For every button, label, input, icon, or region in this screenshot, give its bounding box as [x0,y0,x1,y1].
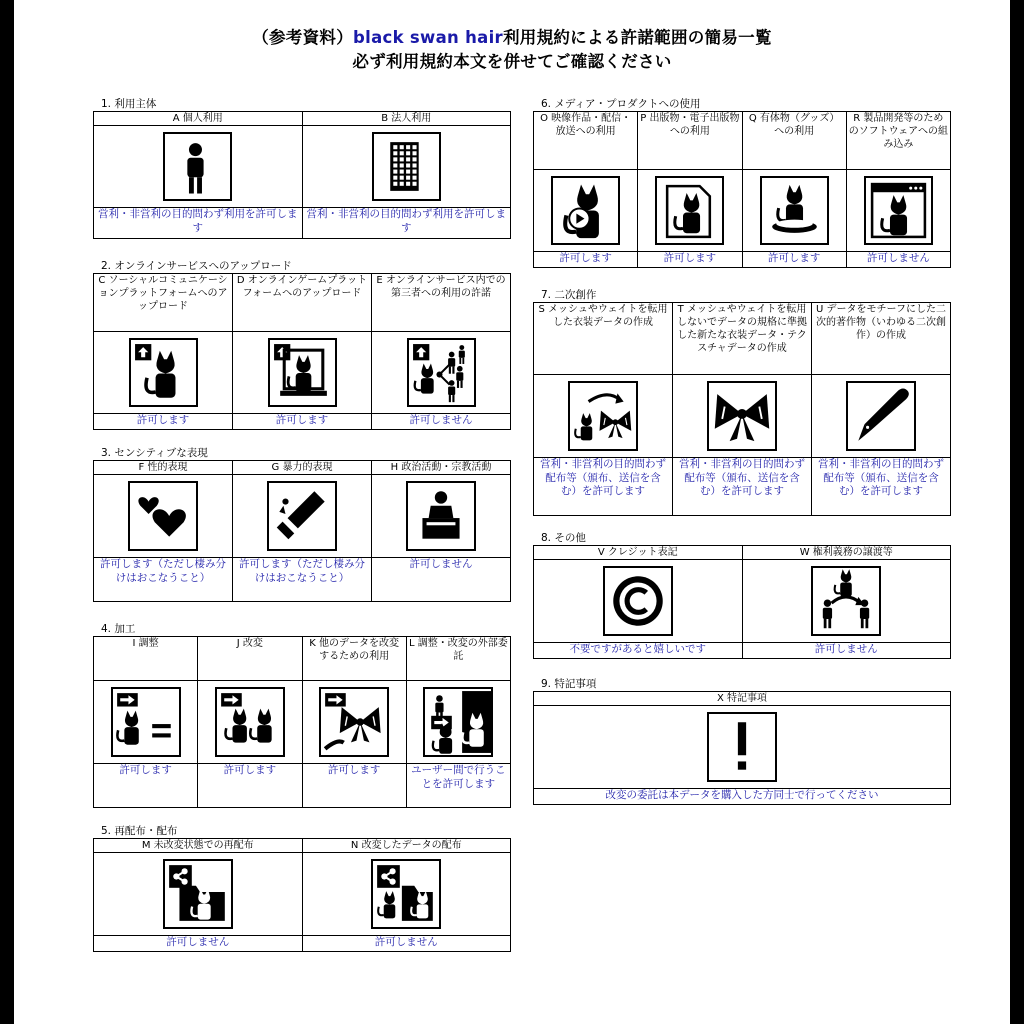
item-heading: J 改変 [198,637,302,681]
person-icon [163,132,232,201]
permission-table [533,545,951,659]
pen-icon [846,381,916,451]
permission-result: 許可します [233,414,372,430]
icon-cell [673,375,812,458]
section-title: 5. 再配布・配布 [101,825,178,837]
permission-result: 許可しません [846,252,950,268]
permission-result: 営利・非営利の目的問わず利用を許可します [94,208,303,239]
permission-table [533,691,951,805]
share-users-icon [407,338,476,407]
permission-result: 営利・非営利の目的問わず利用を許可します [302,208,511,239]
icon-row [534,560,951,643]
item-heading: S メッシュやウェイトを転用した衣装データの作成 [534,303,673,375]
icon-cell [742,560,951,643]
permission-result: 営利・非営利の目的問わず配布等（頒布、送信を含む）を許可します [534,458,673,516]
header-row [94,461,511,475]
permission-result: 許可します [534,252,638,268]
header-row [534,303,951,375]
icon-row [94,681,511,764]
hearts-icon [128,481,198,551]
icon-row [94,126,511,208]
exclamation-icon [707,712,777,782]
icon-cell [94,475,233,558]
permission-table [93,273,511,430]
icon-cell [534,706,951,789]
header-row [534,546,951,560]
item-heading: N 改変したデータの配布 [302,839,511,853]
permission-result: 許可しません [372,558,511,602]
item-heading: O 映像作品・配信・放送への利用 [534,112,638,170]
icon-cell [302,853,511,936]
section-title: 4. 加工 [101,623,136,635]
icon-cell [534,375,673,458]
header-row [94,637,511,681]
upload-game-icon [268,338,337,407]
icon-cell [233,475,372,558]
icon-cell [233,332,372,414]
item-heading: M 未改変状態での再配布 [94,839,303,853]
icon-cell [94,126,303,208]
icon-cell [812,375,951,458]
icon-cell [372,475,511,558]
section-title: 8. その他 [541,532,586,544]
result-row [94,208,511,239]
item-heading: Q 有体物（グッズ）への利用 [742,112,846,170]
section-title: 6. メディア・プロダクトへの使用 [541,98,701,110]
permission-result: 許可します [94,414,233,430]
header-row [534,112,951,170]
item-heading: I 調整 [94,637,198,681]
permission-table [93,111,511,239]
section-1 [93,97,511,239]
item-heading: T メッシュやウェイトを転用しないでデータの規格に準拠した新たな衣装データ・テクスチャデータの作成 [673,303,812,375]
podium-icon [406,481,476,551]
section-3 [93,446,511,602]
result-row [94,936,511,952]
item-heading: V クレジット表記 [534,546,743,560]
item-heading: E オンラインサービス内での第三者への利用の許諾 [372,274,511,332]
icon-cell [372,332,511,414]
icon-row [534,706,951,789]
permission-table [533,111,951,268]
section-title: 3. センシティブな表現 [101,447,208,459]
permission-result: 許可します（ただし棲み分けはおこなうこと） [94,558,233,602]
video-icon [551,176,620,245]
result-row [94,414,511,430]
figure-icon [760,176,829,245]
permission-result: 許可しません [372,414,511,430]
permission-result: 営利・非営利の目的問わず配布等（頒布、送信を含む）を許可します [812,458,951,516]
adjust-icon [111,687,181,757]
section-5 [93,824,511,952]
icon-cell [302,681,406,764]
header-row [534,692,951,706]
icon-cell [302,126,511,208]
permission-result: 許可しません [742,643,951,659]
permission-result: 許可します [198,764,302,808]
header-row [94,112,511,126]
modify-icon [215,687,285,757]
section-8 [533,531,951,659]
section-title: 7. 二次創作 [541,289,597,301]
permission-table [533,302,951,516]
header-row [94,274,511,332]
building-icon [372,132,441,201]
icon-cell [94,681,198,764]
page-title: （参考資料）black swan hair利用規約による許諾範囲の簡易一覧 [252,28,772,47]
item-heading: W 権利義務の譲渡等 [742,546,951,560]
permission-result: 許可しません [94,936,303,952]
permission-result: 許可します（ただし棲み分けはおこなうこと） [233,558,372,602]
icon-row [534,170,951,252]
item-heading: U データをモチーフにした二次的著作物（いわゆる二次創作）の作成 [812,303,951,375]
permission-result: 改変の委託は本データを購入した方同士で行ってください [534,789,951,805]
permission-table [93,460,511,602]
icon-cell [742,170,846,252]
result-row [534,643,951,659]
header-row [94,839,511,853]
icon-row [94,332,511,414]
icon-cell [638,170,742,252]
section-title: 1. 利用主体 [101,98,157,110]
permission-result: ユーザー間で行うことを許可します [406,764,510,808]
section-7 [533,288,951,516]
section-6 [533,97,951,268]
permission-result: 許可します [302,764,406,808]
result-row [534,789,951,805]
permission-result: 許可します [742,252,846,268]
result-row [94,558,511,602]
result-row [534,458,951,516]
section-title: 2. オンラインサービスへのアップロード [101,260,292,272]
software-icon [864,176,933,245]
copyright-icon [603,566,673,636]
document-icon [655,176,724,245]
permission-result: 許可しません [302,936,511,952]
page-subtitle: 必ず利用規約本文を併せてご確認ください [352,52,672,71]
item-heading: X 特記事項 [534,692,951,706]
item-heading: R 製品開発等のためのソフトウェアへの組み込み [846,112,950,170]
item-heading: H 政治活動・宗教活動 [372,461,511,475]
share-modified-icon [371,859,441,929]
transfer-icon [811,566,881,636]
icon-cell [94,853,303,936]
outsource-icon [423,687,493,757]
brand-name: black swan hair [353,28,503,47]
share-folder-icon [163,859,233,929]
icon-cell [406,681,510,764]
costume-transfer-icon [568,381,638,451]
item-heading: G 暴力的表現 [233,461,372,475]
section-4 [93,622,511,808]
section-2 [93,259,511,430]
section-title: 9. 特記事項 [541,678,597,690]
icon-cell [534,170,638,252]
bow-brush-icon [319,687,389,757]
item-heading: K 他のデータを改変するための利用 [302,637,406,681]
icon-cell [94,332,233,414]
permission-result: 許可します [638,252,742,268]
icon-cell [198,681,302,764]
item-heading: B 法人利用 [302,112,511,126]
bow-icon [707,381,777,451]
icon-row [94,475,511,558]
item-heading: A 個人利用 [94,112,303,126]
permission-table [93,636,511,808]
item-heading: L 調整・改変の外部委託 [406,637,510,681]
item-heading: P 出版物・電子出版物への利用 [638,112,742,170]
permission-table [93,838,511,952]
permission-result: 不要ですがあると嬉しいです [534,643,743,659]
icon-row [94,853,511,936]
upload-social-icon [129,338,198,407]
permission-result: 営利・非営利の目的問わず配布等（頒布、送信を含む）を許可します [673,458,812,516]
item-heading: D オンラインゲームプラットフォームへのアップロード [233,274,372,332]
icon-cell [534,560,743,643]
item-heading: F 性的表現 [94,461,233,475]
result-row [94,764,511,808]
document-page [14,0,1010,1024]
icon-cell [846,170,950,252]
icon-row [534,375,951,458]
section-9 [533,677,951,805]
permission-result: 許可します [94,764,198,808]
result-row [534,252,951,268]
item-heading: C ソーシャルコミュニケーションプラットフォームへのアップロード [94,274,233,332]
knife-icon [267,481,337,551]
